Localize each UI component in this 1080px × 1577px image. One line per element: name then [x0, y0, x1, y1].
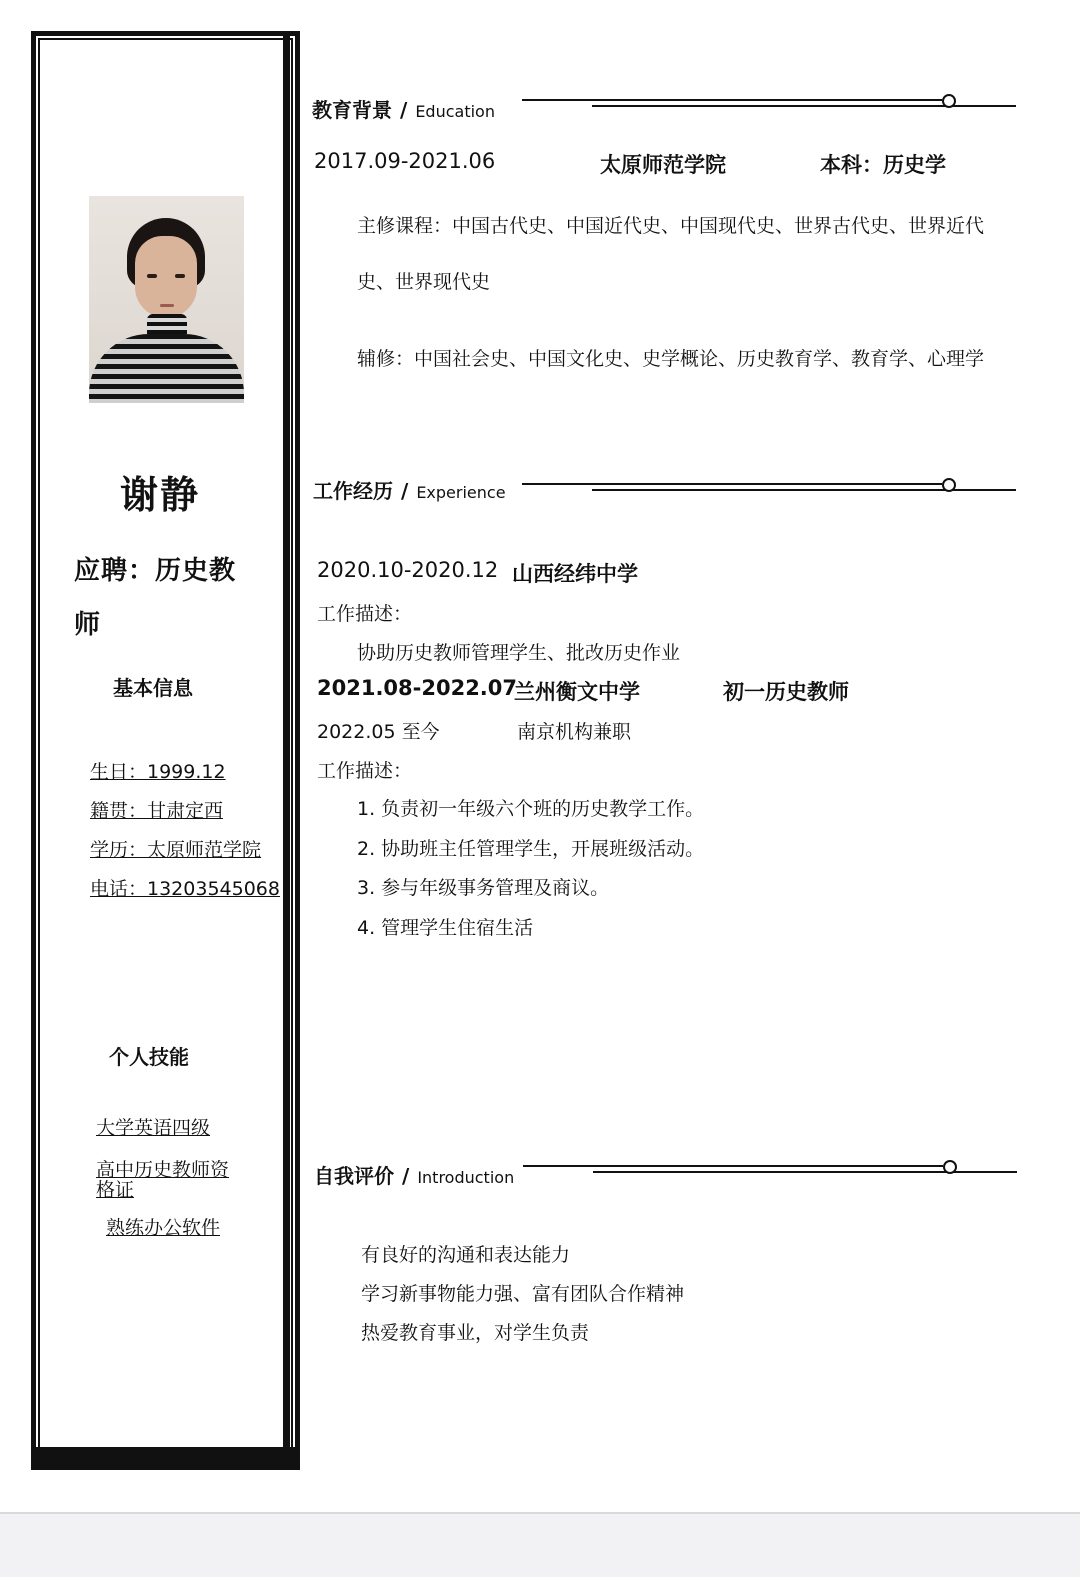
major-courses-line2: 史、世界现代史	[357, 271, 491, 293]
duty-item: 1. 负责初一年级六个班的历史教学工作。	[357, 798, 705, 820]
self-eval-section-title	[314, 1160, 514, 1189]
skill-item: 高中历史教师资格证	[96, 1159, 230, 1201]
section-title-zh: 工作经历	[313, 479, 393, 503]
job2-period: 2021.08-2022.07	[317, 676, 518, 700]
education-degree: 本科：历史学	[820, 153, 946, 177]
apply-position: 应聘：历史教师	[74, 556, 237, 640]
section-divider	[522, 481, 1016, 495]
candidate-name: 谢静	[120, 473, 201, 517]
section-title-en: Introduction	[417, 1168, 515, 1187]
job1-desc: 协助历史教师管理学生、批改历史作业	[357, 642, 681, 664]
sidebar-bottom-bar	[31, 1447, 295, 1465]
photo-eye-right	[175, 274, 185, 278]
divider-circle-icon	[942, 94, 956, 108]
education-school: 太原师范学院	[600, 153, 726, 177]
education-section-title	[312, 94, 495, 123]
info-phone: 电话：13203545068	[90, 878, 280, 900]
basic-info-list	[90, 758, 280, 914]
section-divider	[522, 97, 1016, 111]
job1-desc-label: 工作描述：	[317, 603, 413, 625]
section-title-en: Education	[415, 102, 495, 121]
self-eval-item: 热爱教育事业，对学生负责	[361, 1322, 590, 1344]
divider-circle-icon	[942, 478, 956, 492]
info-hometown: 籍贯：甘肃定西	[90, 800, 224, 822]
self-eval-item: 学习新事物能力强、富有团队合作精神	[361, 1283, 685, 1305]
section-title-slash: /	[402, 1164, 410, 1188]
info-education: 学历：太原师范学院	[90, 839, 262, 861]
info-birthday: 生日：1999.12	[90, 761, 226, 783]
photo-mouth	[160, 304, 174, 307]
photo-eye-left	[147, 274, 157, 278]
section-title-slash: /	[401, 479, 409, 503]
section-title-zh: 自我评价	[314, 1164, 394, 1188]
duty-item: 4. 管理学生住宿生活	[357, 917, 534, 939]
job1-org: 山西经纬中学	[512, 562, 638, 586]
job3-period: 2022.05 至今	[317, 721, 440, 743]
section-title-en: Experience	[416, 483, 506, 502]
job3-org: 南京机构兼职	[517, 721, 632, 743]
job2-desc-label: 工作描述：	[317, 760, 413, 782]
duty-item: 3. 参与年级事务管理及商议。	[357, 877, 610, 899]
major-courses-line1: 主修课程：中国古代史、中国近代史、中国现代史、世界古代史、世界近代	[357, 215, 985, 237]
page-footer-bar	[0, 1512, 1080, 1577]
section-title-zh: 教育背景	[312, 98, 392, 122]
job2-role: 初一历史教师	[723, 680, 849, 704]
sidebar-right-bar	[283, 31, 290, 1465]
skills-heading: 个人技能	[109, 1045, 189, 1069]
skill-item: 大学英语四级	[96, 1117, 211, 1139]
job2-org: 兰州衡文中学	[514, 680, 640, 704]
skill-item: 熟练办公软件	[106, 1217, 221, 1239]
education-period: 2017.09-2021.06	[314, 149, 496, 173]
divider-circle-icon	[943, 1160, 957, 1174]
profile-photo	[89, 196, 244, 403]
duty-item: 2. 协助班主任管理学生，开展班级活动。	[357, 838, 705, 860]
photo-sweater	[89, 334, 244, 403]
experience-section-title	[313, 475, 506, 504]
section-title-slash: /	[400, 98, 408, 122]
section-divider	[523, 1163, 1017, 1177]
basic-info-heading: 基本信息	[113, 676, 193, 700]
minor-courses: 辅修：中国社会史、中国文化史、史学概论、历史教育学、教育学、心理学	[357, 348, 985, 370]
job1-period: 2020.10-2020.12	[317, 558, 499, 582]
self-eval-item: 有良好的沟通和表达能力	[361, 1244, 571, 1266]
